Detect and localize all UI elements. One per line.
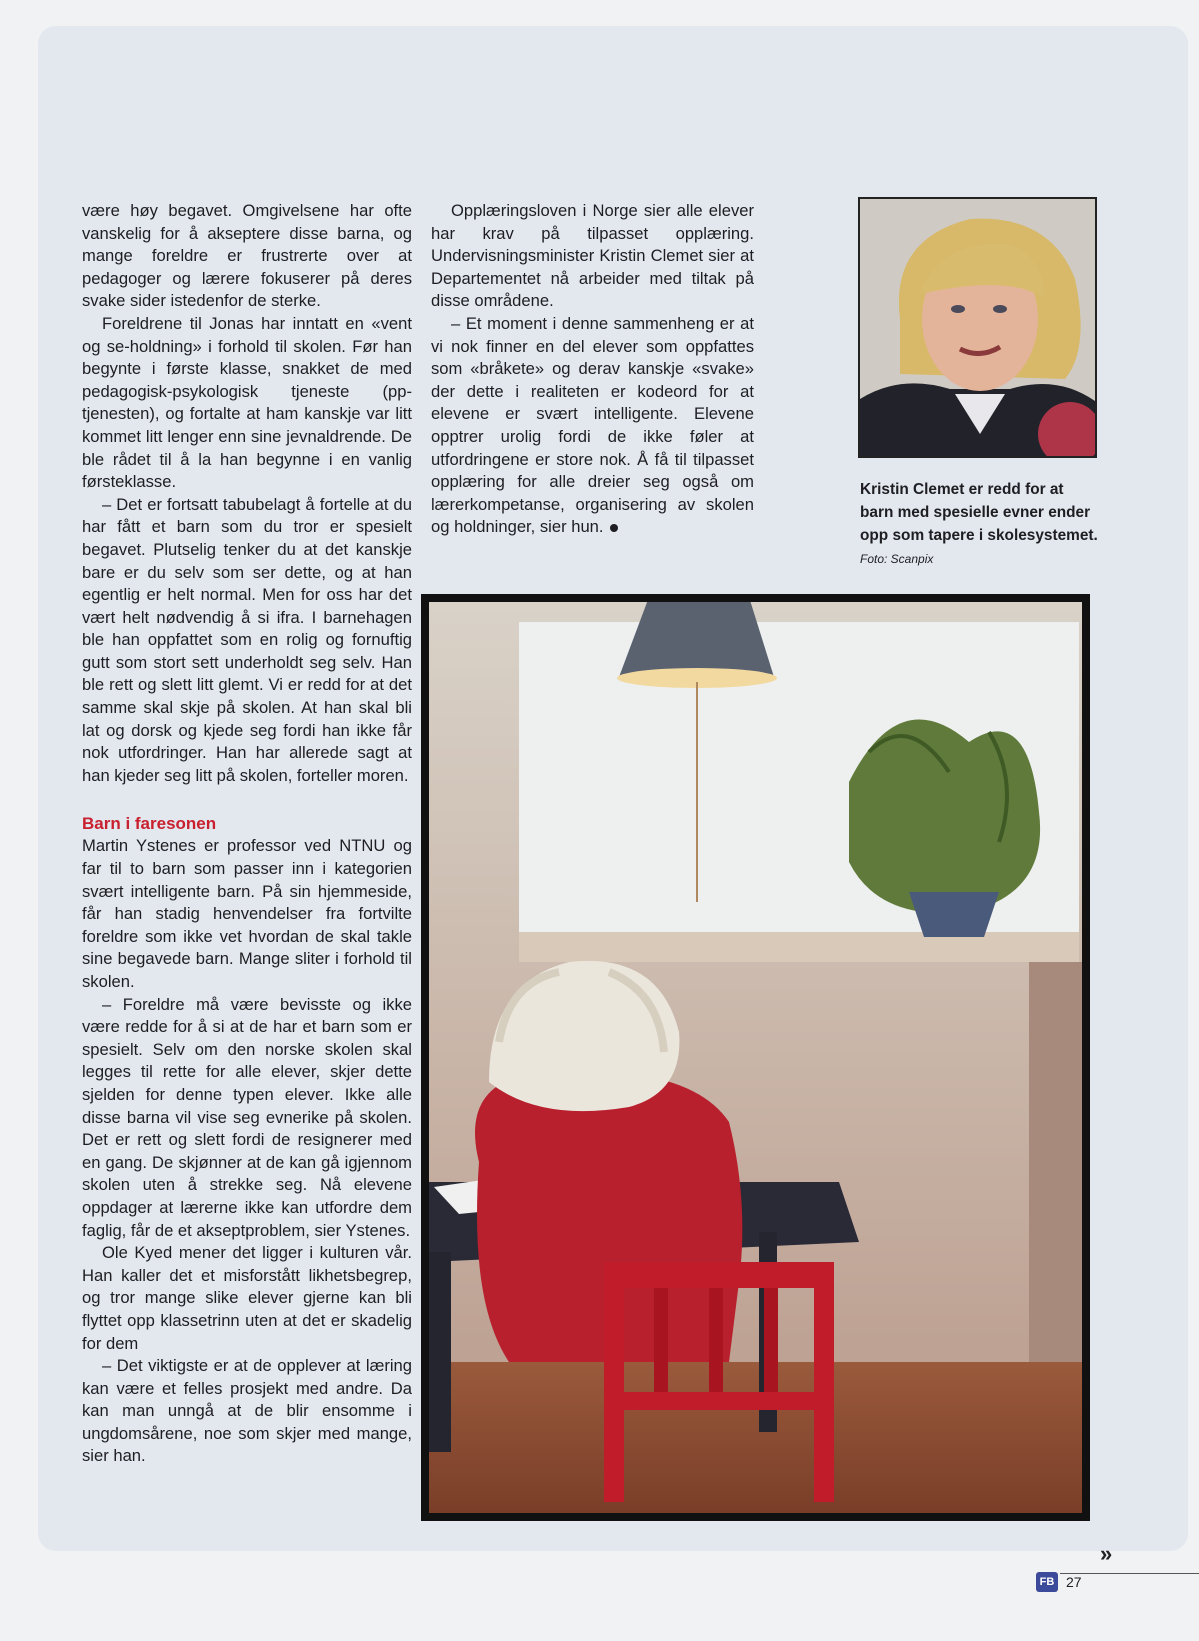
paragraph: Martin Ystenes er professor ved NTNU og far til to barn som passer inn i kategorien svært intelligente barn. På sin hjemmeside, får han stadig henvendelser fra fortvilte foreldre som ikke vet hvordan de skal takle sine begavede barn. Mange sliter i forhold til skolen. bbox=[82, 836, 412, 991]
magazine-logo: FB bbox=[1036, 1572, 1058, 1592]
paragraph: Ole Kyed mener det ligger i kulturen vår. Han kaller det et misforstått likhetsbegrep, og tror mange slike elever gjerne kan bli flyttet opp klassetrinn uten at det er skadelig for dem bbox=[82, 1243, 412, 1353]
paragraph-text: – Et moment i denne sammenheng er at vi nok finner en del elever som oppfattes som «bråkete» og derav kanskje «svake» der dette i realiteten er kodeord for at elevene er svært intelligente. Elevene opptrer urolig fordi de ikke føler at utfordringene er store nok. Å få til tilpasset opplæring for alle dreier seg også om lærerkompetanse, organisering av skolen og holdninger, sier hun. bbox=[431, 313, 754, 537]
photo-credit: Foto: Scanpix bbox=[860, 552, 934, 566]
paragraph bbox=[431, 313, 754, 539]
main-photo bbox=[421, 594, 1090, 1521]
portrait-photo bbox=[858, 197, 1097, 458]
text-column-left bbox=[82, 200, 412, 1468]
paragraph: være høy begavet. Omgivelsene har ofte vanskelig for å akseptere disse barna, og mange foreldre er frustrerte over at pedagoger og lærere fokuserer på deres svake sider istedenfor de sterke. bbox=[82, 201, 412, 311]
child-at-table-illustration bbox=[429, 602, 1082, 1513]
continue-arrow-icon: » bbox=[1100, 1541, 1113, 1566]
paragraph: Foreldrene til Jonas har inntatt en «vent og se-holdning» i forhold til skolen. Før han begynte i første klasse, snakket de med pedagogisk-psykologisk tjeneste (pp-tjenesten), og fortalte at ham kanskje var litt kommet litt lenger enn sine jevnaldrende. De ble rådet til å la han begynne i en vanlig førsteklasse. bbox=[82, 313, 412, 492]
paragraph: – Foreldre må være bevisste og ikke være redde for å si at de har et barn som er spesielt. Selv om den norske skolen skal legges til rette for alle elever, skjer dette sjelden for denne typen elever. Ikke alle disse barna vil vise seg evnerike på skolen. Det er rett og slett fordi de resignerer med en gang. De skjønner at de kan gå igjennom skolen uten å strekke seg. Nå elevene oppdager at lærerne ikke kan utfordre dem faglig, får de et akseptproblem, sier Ystenes. bbox=[82, 994, 412, 1240]
page-number: 27 bbox=[1066, 1574, 1082, 1590]
end-bullet-icon bbox=[610, 524, 618, 532]
portrait-illustration bbox=[860, 199, 1097, 458]
photo-caption bbox=[860, 478, 1100, 571]
paragraph: Opplæringsloven i Norge sier alle elever har krav på tilpasset opplæring. Undervisningsminister Kristin Clemet sier at Departementet nå arbeider med tiltak på disse områdene. bbox=[431, 201, 754, 311]
caption-text: Kristin Clemet er redd for at barn med spesielle evner ender opp som tapere i skolesystemet. bbox=[860, 481, 1098, 544]
text-column-middle bbox=[431, 200, 754, 539]
subheading: Barn i faresonen bbox=[82, 814, 217, 834]
paragraph: – Det viktigste er at de opplever at læring kan være et felles prosjekt med andre. Da kan man unngå at de blir ensomme i ungdomsårene, noe som skjer med mange, sier han. bbox=[82, 1356, 412, 1466]
paragraph: – Det er fortsatt tabubelagt å fortelle at du har fått et barn som du tror er spesielt begavet. Plutselig tenker du at det kanskje bare er du selv som ser dette, og at han egentlig er helt normal. Men for oss har det vært helt nødvendig å si ifra. I barnehagen ble han oppfattet som en rolig og fornuftig gutt som stort sett underholdt seg selv. Han ble rett og slett litt glemt. Vi er redd for at det samme skal skje på skolen. At han skal bli lat og dorsk og kjede seg fordi han ikke får nok utfordringer. Han har allerede sagt at han kjeder seg litt på skolen, forteller moren. bbox=[82, 494, 412, 785]
